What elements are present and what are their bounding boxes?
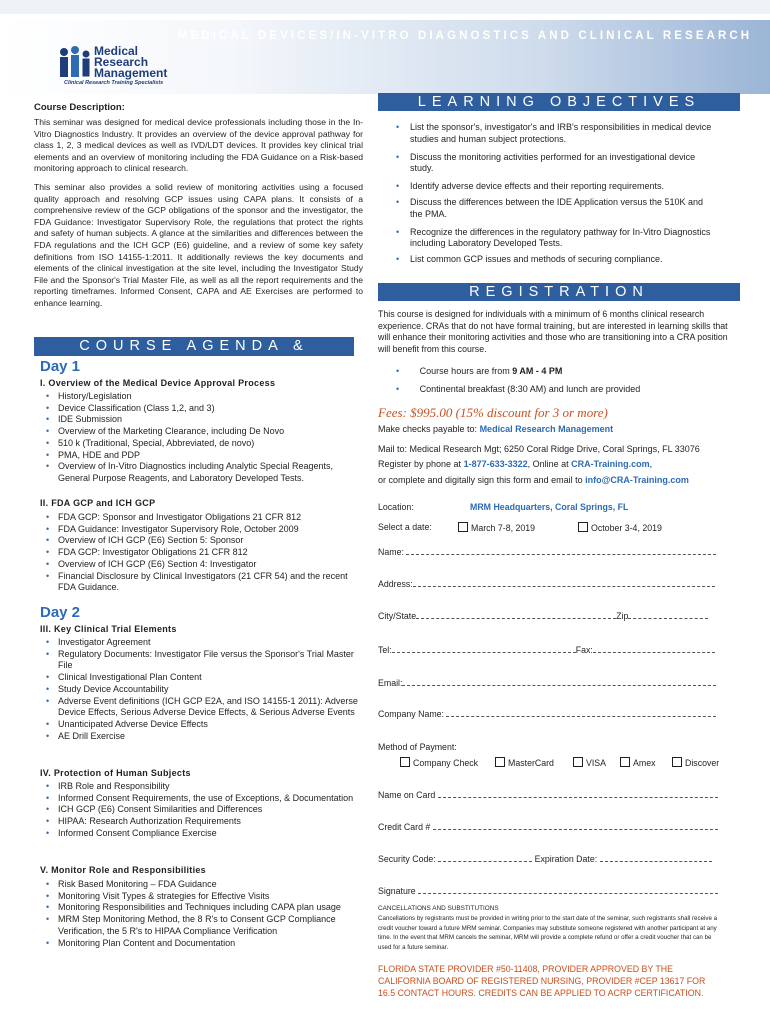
list-item: • Recognize the differences in the regulatory pathway for In-Vitro Diagnostics including Laboratory Developed Tests. xyxy=(396,227,716,251)
list-item: • Discuss the differences between the IDE Application versus the 510K and the PMA. xyxy=(396,197,716,221)
course-description-para1: This seminar was designed for medical device professionals including those in the In-Vitro Diagnostics Industry. It provides an overview of the device approval pathway for class 1, 2, 3 medical devices as well as IVD/LDT devices. It provides key clinical trial elements and an overview of monitoring including the FDA Guidance on a Risk-based monitoring approach to clinical research. xyxy=(34,117,363,174)
header-title xyxy=(0,30,770,42)
hours-prefix: Course hours are from xyxy=(419,366,513,376)
email-link[interactable]: info@CRA-Training.com xyxy=(585,475,689,485)
company-logo xyxy=(56,44,186,90)
list-item: • Discuss the monitoring activities performed for an investigational device study. xyxy=(396,152,716,176)
checkbox-icon[interactable] xyxy=(495,757,505,767)
card-number-label: Credit Card # xyxy=(378,822,431,832)
list-item: • Monitoring Responsibilities and Techniques including CAPA plan usage xyxy=(40,902,360,914)
zip-label: Zip xyxy=(616,611,629,621)
people-logo-icon xyxy=(56,46,96,82)
checkbox-icon[interactable] xyxy=(672,757,682,767)
pay-option-mastercard[interactable] xyxy=(495,757,554,768)
address-field[interactable] xyxy=(378,579,715,589)
cancellation-text: Cancellations by registrants must be provided in writing prior to the start date of the seminar, such registrants shall receive a credit voucher toward a future MRM seminar. Companies may substitute someone registered with another participant at any time. In the event that MRM cancels the seminar, MRM will provide a complete refund or offer a credit voucher that can be used for a future seminar. xyxy=(378,915,718,951)
signature-field[interactable] xyxy=(378,886,718,896)
expiration-label: Expiration Date: xyxy=(534,854,598,864)
checkbox-icon[interactable] xyxy=(458,522,468,532)
fax-input-line[interactable] xyxy=(593,652,715,653)
checkbox-icon[interactable] xyxy=(578,522,588,532)
logo-line3: Management xyxy=(94,66,168,80)
pay-option-label: Company Check xyxy=(413,758,479,768)
agenda-section-3: III. Key Clinical Trial Elements xyxy=(40,624,177,634)
list-item: • List the sponsor's, investigator's and IRB's responsibilities in medical device studies and human subject protections. xyxy=(396,122,716,146)
list-item: • FDA Guidance: Investigator Supervisory Role, October 2009 xyxy=(40,524,360,536)
day2-heading: Day 2 xyxy=(40,604,81,621)
list-item: • Informed Consent Requirements, the use of Exceptions, & Documentation xyxy=(40,793,360,805)
list-item: • AE Drill Exercise xyxy=(40,731,360,743)
payment-label: Method of Payment: xyxy=(378,742,457,752)
list-item: • Financial Disclosure by Clinical Investigators (21 CFR 54) and the recent FDA Guidance. xyxy=(40,571,360,594)
tel-fax-field[interactable] xyxy=(378,645,715,655)
list-item: • Overview of In-Vitro Diagnostics including Analytic Special Reagents, General Purpose Reagents, and Laboratory Developed Tests. xyxy=(40,461,360,484)
logo-line1: Medical xyxy=(94,44,139,58)
online-prefix: , Online at xyxy=(527,459,572,469)
security-label: Security Code: xyxy=(378,854,436,864)
learning-objectives-bar: LEARNING OBJECTIVES xyxy=(378,93,740,111)
company-input-line[interactable] xyxy=(446,716,716,717)
company-field[interactable] xyxy=(378,709,716,719)
cancellation-heading: CANCELLATIONS AND SUBSTITUTIONS xyxy=(378,905,499,912)
tel-label: Tel: xyxy=(378,645,392,655)
hours-bullet xyxy=(396,366,562,378)
list-item: • FDA GCP: Sponsor and Investigator Obligations 21 CFR 812 xyxy=(40,512,360,524)
date-label: Select a date: xyxy=(378,522,432,532)
fees-text: Fees: $995.00 (15% discount for 3 or more) xyxy=(378,405,608,420)
list-item: • Device Classification (Class 1,2, and 3) xyxy=(40,403,360,415)
mail-line: Mail to: Medical Research Mgt; 6250 Coral Ridge Drive, Coral Springs, FL 33076 xyxy=(378,444,700,454)
website-link[interactable]: CRA-Training.com xyxy=(571,459,650,469)
course-description-para2: This seminar also provides a solid review of monitoring activities using a focused quality approach and resolving GCP issues using CAPA plans. It consists of a comprehensive review of the GCP obligations of the sponsor and the investigator, the FDA Guidance: Investigator Supervisory Role, the regulations that protect the rights and safety of human subjects. A glance at the similarities and differences between the FDA regulations and the ICH GCP (E6) guideline, and a review of some key safety definitions from ISO 14155-1:2011. It additionally reviews the key documents and elements of the clinical investigation at the site level, including the Investigator Study File and the Sponsor's Trial Master File, as well as all the report requirements and the reporting timeframes. Informed Consent, CAPA and AE Exercises are performed to enhance learning. xyxy=(34,182,363,308)
security-input-line[interactable] xyxy=(438,861,532,862)
bullet-icon: • xyxy=(396,366,400,376)
list-item: • Informed Consent Compliance Exercise xyxy=(40,828,360,840)
list-item: • Study Device Accountability xyxy=(40,684,360,696)
breakfast-text: Continental breakfast (8:30 AM) and lunch are provided xyxy=(419,384,641,394)
agenda-list-1 xyxy=(40,391,360,485)
list-item: • ICH GCP (E6) Consent Similarities and Differences xyxy=(40,804,360,816)
list-item: • HIPAA: Research Authorization Requirements xyxy=(40,816,360,828)
email-input-line[interactable] xyxy=(402,685,716,686)
checkbox-icon[interactable] xyxy=(573,757,583,767)
location-label: Location: xyxy=(378,502,414,512)
name-label: Name: xyxy=(378,547,404,557)
agenda-section-4: IV. Protection of Human Subjects xyxy=(40,768,191,778)
checkbox-icon[interactable] xyxy=(620,757,630,767)
company-label: Company Name: xyxy=(378,709,445,719)
registration-bar: REGISTRATION xyxy=(378,283,740,301)
date1-label: March 7-8, 2019 xyxy=(471,523,536,533)
provider-approval-text: FLORIDA STATE PROVIDER #50-11408, PROVIDER APPROVED BY THE CALIFORNIA BOARD OF REGISTERED NURSING, PROVIDER #CEP 13617 FOR 16.5 CONTACT HOURS. CREDITS CAN BE APPLIED TO ACRP CERTIFICATION. xyxy=(378,964,706,998)
phone-link[interactable]: 1-877-633-3322 xyxy=(463,459,528,469)
payable-prefix: Make checks payable to: xyxy=(378,424,480,434)
expiration-input-line[interactable] xyxy=(600,861,712,862)
city-input-line[interactable] xyxy=(416,618,616,619)
pay-option-label: MasterCard xyxy=(508,758,554,768)
course-description-heading: Course Description: xyxy=(34,102,125,113)
email-field[interactable] xyxy=(378,678,716,688)
list-item: • Risk Based Monitoring – FDA Guidance xyxy=(40,879,360,891)
date2-option[interactable] xyxy=(578,522,662,533)
location-row xyxy=(378,502,629,512)
list-item: • Adverse Event definitions (ICH GCP E2A, and ISO 14155-1 2011): Adverse Device Effects, Serious Adverse Device Effects, & Serious Adverse Events xyxy=(40,696,360,719)
logo-wordmark xyxy=(94,46,167,79)
card-name-label: Name on Card xyxy=(378,790,436,800)
payable-name: Medical Research Management xyxy=(479,424,614,434)
list-item: • Identify adverse device effects and their reporting requirements. xyxy=(396,181,716,193)
card-name-field[interactable] xyxy=(378,790,718,800)
list-item: • IRB Role and Responsibility xyxy=(40,781,360,793)
list-item: • MRM Step Monitoring Method, the 8 R's to Consent GCP Compliance Verification, the 5 R's to HIPAA Compliance Verification xyxy=(40,914,360,937)
address-input-line[interactable] xyxy=(413,586,715,587)
date1-option[interactable] xyxy=(458,522,535,533)
phone-line xyxy=(378,459,652,471)
email-label: Email: xyxy=(378,678,403,688)
pay-option-company-check[interactable] xyxy=(400,757,478,768)
online-suffix: , xyxy=(649,459,653,469)
hours-value: 9 AM - 4 PM xyxy=(512,366,563,376)
list-item: • Investigator Agreement xyxy=(40,637,360,649)
agenda-list-3 xyxy=(40,637,360,742)
location-value: MRM Headquarters, Coral Springs, FL xyxy=(470,502,629,512)
city-zip-field[interactable] xyxy=(378,611,708,621)
list-item: • Monitoring Visit Types & strategies for Effective Visits xyxy=(40,891,360,903)
zip-input-line[interactable] xyxy=(628,618,708,619)
list-item: • History/Legislation xyxy=(40,391,360,403)
address-label: Address: xyxy=(378,579,413,589)
signature-label: Signature xyxy=(378,886,416,896)
city-label: City/State xyxy=(378,611,417,621)
agenda-section-2: II. FDA GCP and ICH GCP xyxy=(40,498,156,508)
card-number-field[interactable] xyxy=(378,822,718,832)
pay-option-label: VISA xyxy=(586,758,607,768)
date2-label: October 3-4, 2019 xyxy=(591,523,662,533)
signature-input-line[interactable] xyxy=(418,893,718,894)
list-item: • FDA GCP: Investigator Obligations 21 CFR 812 xyxy=(40,547,360,559)
security-expiration-field[interactable] xyxy=(378,854,712,864)
list-item: • List common GCP issues and methods of securing compliance. xyxy=(396,254,716,266)
objectives-list xyxy=(396,122,716,266)
list-item: • Monitoring Plan Content and Documentation xyxy=(40,938,360,950)
pay-option-amex[interactable] xyxy=(620,757,656,768)
name-field[interactable] xyxy=(378,547,716,557)
list-item: • PMA, HDE and PDP xyxy=(40,450,360,462)
day1-heading: Day 1 xyxy=(40,358,81,375)
logo-line2: Research xyxy=(94,55,149,69)
card-name-input-line[interactable] xyxy=(438,797,718,798)
name-input-line[interactable] xyxy=(406,554,716,555)
bullet-icon: • xyxy=(396,384,400,394)
card-number-input-line[interactable] xyxy=(433,829,718,830)
date-row xyxy=(378,522,718,532)
agenda-bar: COURSE AGENDA & TOPICS xyxy=(34,337,354,356)
logo-tagline: Clinical Research Training Specialists xyxy=(64,80,164,86)
registration-intro: This course is designed for individuals with a minimum of 6 months clinical research experience. CRAs that do not have formal training, but are interested in learning skills that will enhance their monitoring activities and those who are transitioning into a CRA position will benefit from this course. xyxy=(378,309,728,354)
header-title-text: MEDICAL DEVICES/IN-VITRO DIAGNOSTICS AND CLINICAL RESEARCH xyxy=(177,30,753,42)
fax-label: Fax: xyxy=(575,645,593,655)
list-item: • 510 k (Traditional, Special, Abbreviated, de novo) xyxy=(40,438,360,450)
breakfast-bullet xyxy=(396,384,640,396)
list-item: • Overview of the Marketing Clearance, including De Novo xyxy=(40,426,360,438)
top-strip xyxy=(0,0,770,16)
agenda-section-1: I. Overview of the Medical Device Approval Process xyxy=(40,378,276,388)
list-item: • Overview of ICH GCP (E6) Section 5: Sponsor xyxy=(40,535,360,547)
list-item: • Regulatory Documents: Investigator File versus the Sponsor's Trial Master File xyxy=(40,649,360,672)
pay-option-visa[interactable] xyxy=(573,757,606,768)
agenda-list-4 xyxy=(40,781,360,840)
pay-option-label: Discover xyxy=(685,758,720,768)
tel-input-line[interactable] xyxy=(392,652,576,653)
pay-option-discover[interactable] xyxy=(672,757,719,768)
payable-line xyxy=(378,424,613,436)
agenda-list-5 xyxy=(40,879,360,949)
phone-prefix: Register by phone at xyxy=(378,459,464,469)
list-item: • Unanticipated Adverse Device Effects xyxy=(40,719,360,731)
email-prefix: or complete and digitally sign this form and email to xyxy=(378,475,586,485)
email-line xyxy=(378,475,689,487)
agenda-section-5: V. Monitor Role and Responsibilities xyxy=(40,865,206,875)
list-item: • IDE Submission xyxy=(40,414,360,426)
list-item: • Clinical Investigational Plan Content xyxy=(40,672,360,684)
list-item: • Overview of ICH GCP (E6) Section 4: Investigator xyxy=(40,559,360,571)
agenda-list-2 xyxy=(40,512,360,594)
checkbox-icon[interactable] xyxy=(400,757,410,767)
pay-option-label: Amex xyxy=(633,758,656,768)
